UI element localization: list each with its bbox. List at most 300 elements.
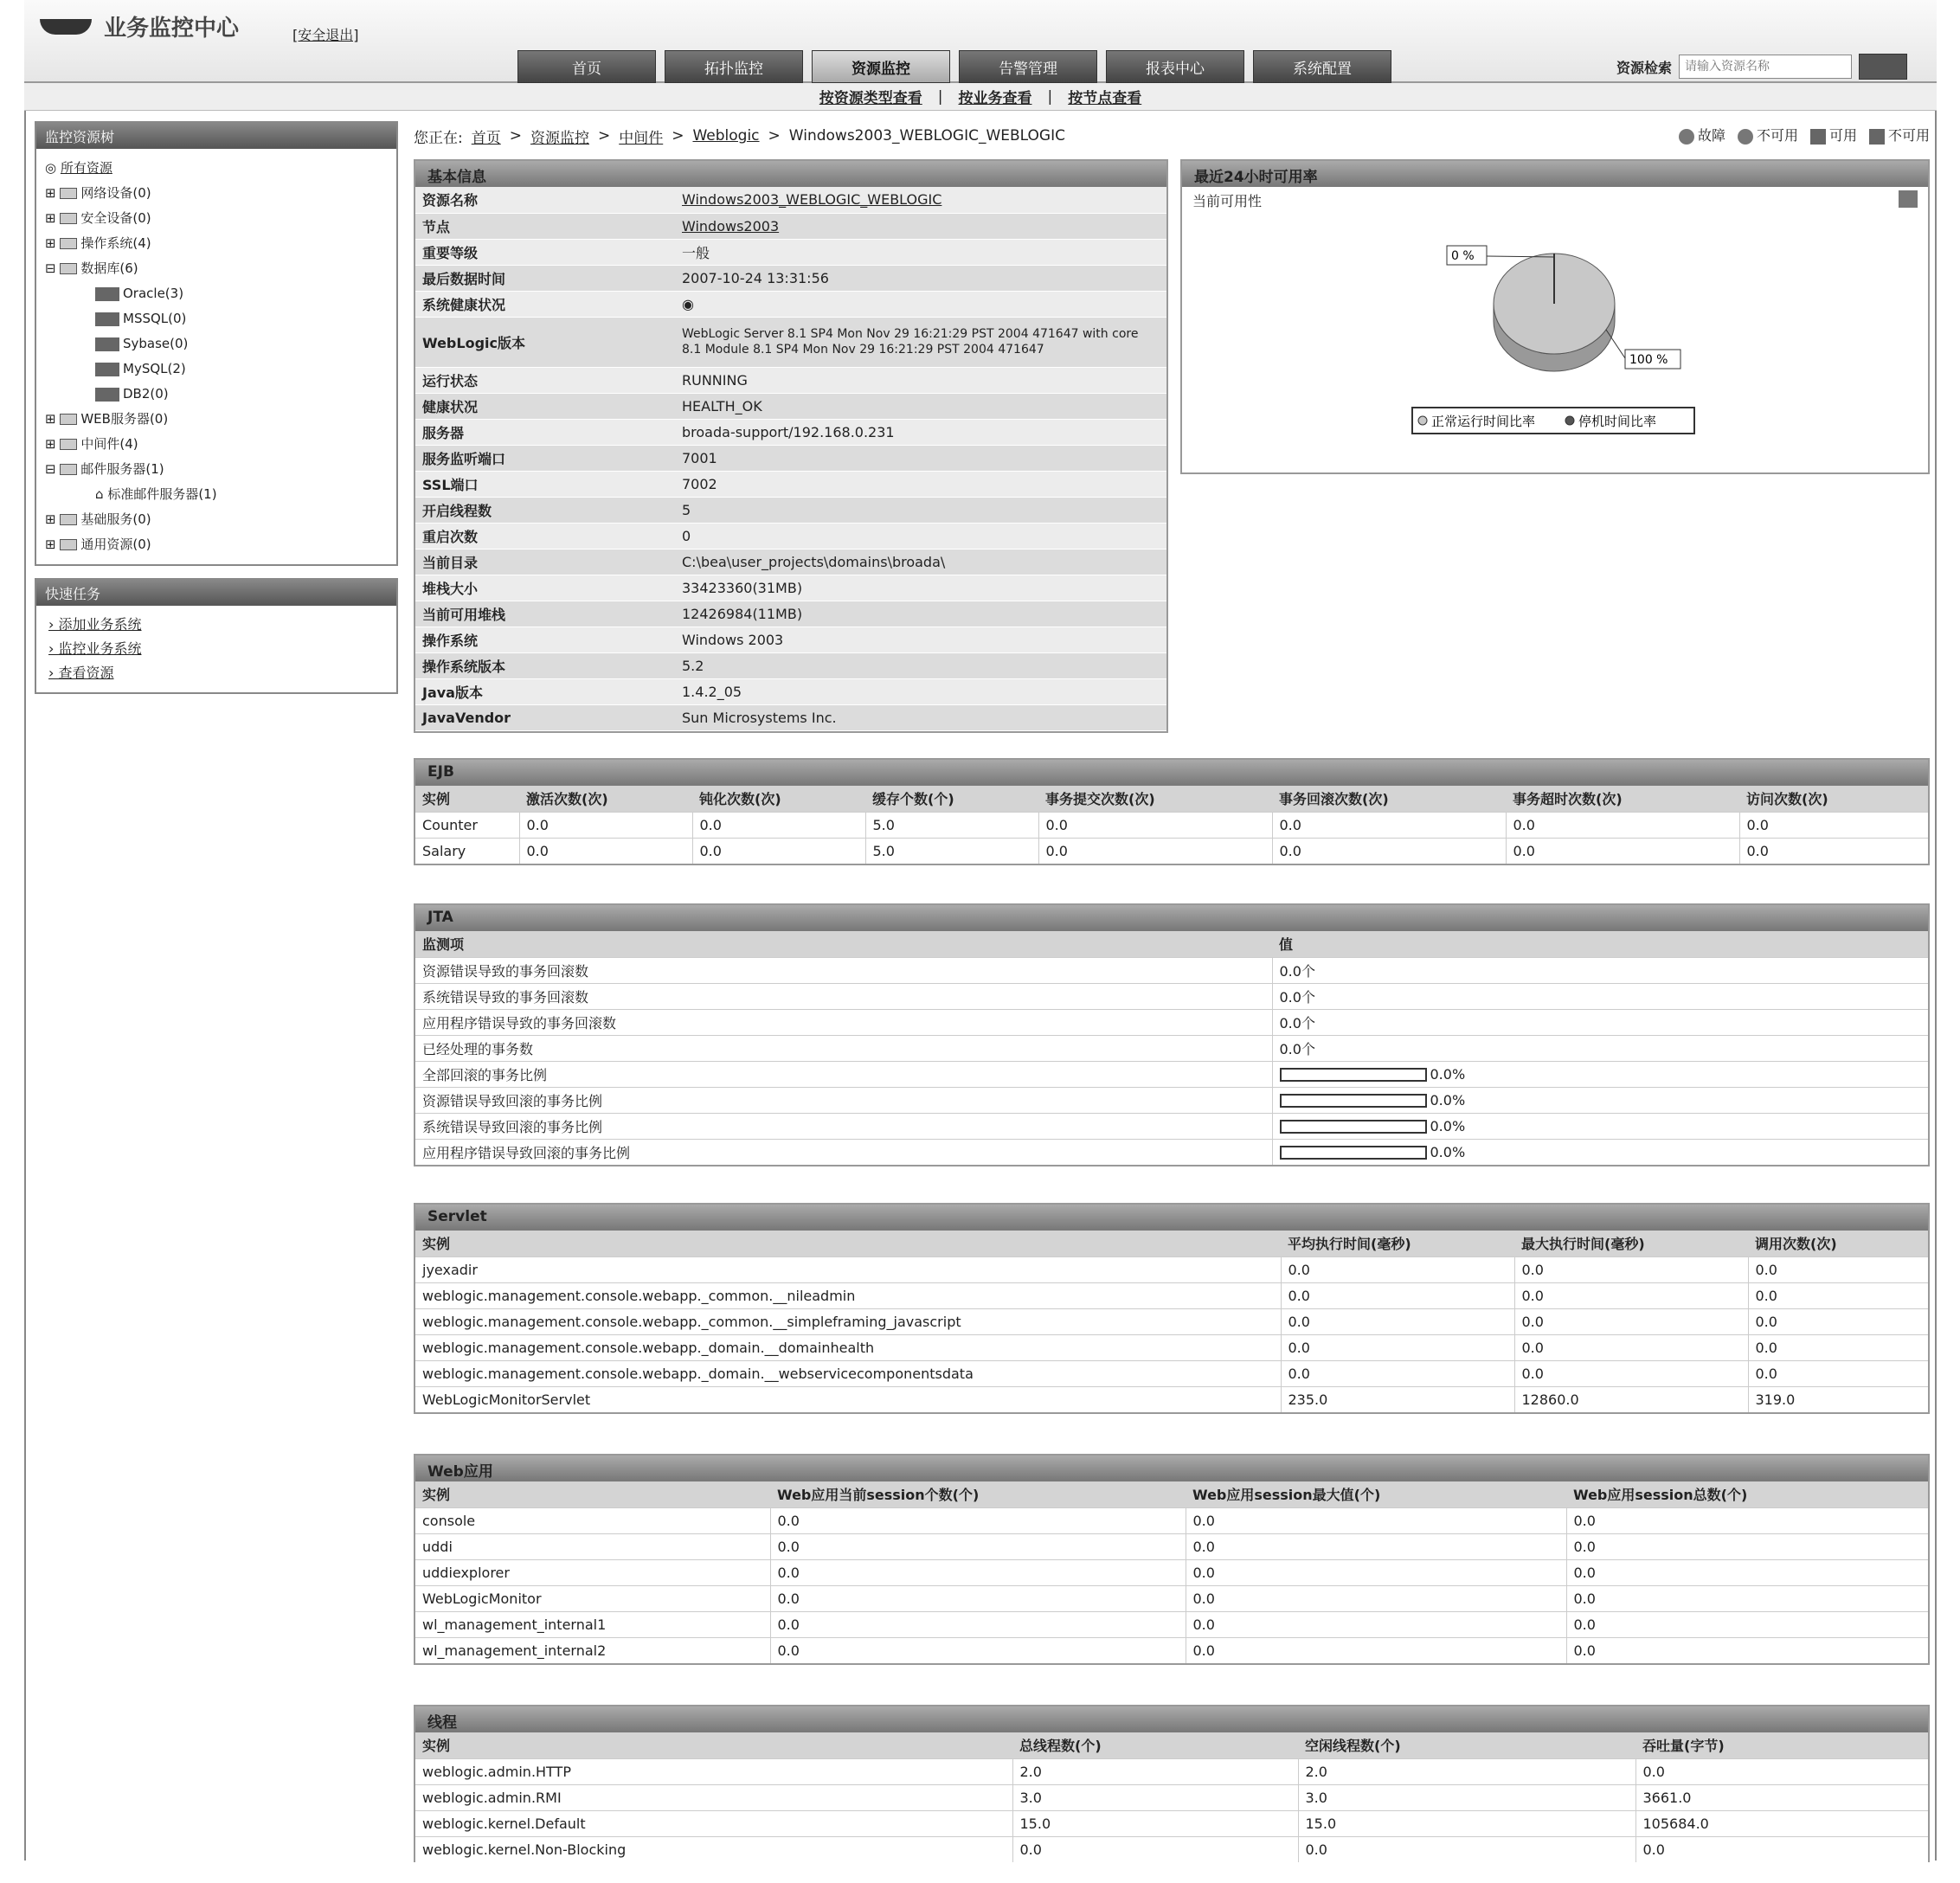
- folder-icon: [60, 414, 77, 425]
- tab-alarm[interactable]: 告警管理: [959, 50, 1097, 83]
- basic-info-table: [415, 187, 1166, 731]
- resource-tree: [36, 149, 396, 564]
- metric-value: 0.0个: [1272, 957, 1928, 983]
- table-row: [415, 1308, 1928, 1334]
- table-cell: 0.0: [1748, 1334, 1928, 1360]
- legend-label: 停机时间比率: [1578, 414, 1657, 429]
- table-cell: 0.0: [770, 1533, 1186, 1559]
- search-button[interactable]: [1859, 54, 1907, 80]
- tree-leaf[interactable]: Sybase(0): [45, 331, 388, 357]
- metric-bar-cell: [1272, 1061, 1928, 1087]
- column-header: 访问次数(次): [1739, 786, 1928, 812]
- table-cell: 0.0: [1566, 1637, 1928, 1663]
- info-key: 当前目录: [415, 549, 675, 575]
- table-cell: weblogic.kernel.Default: [415, 1810, 1012, 1836]
- table-row: [415, 1533, 1928, 1559]
- top-header: [24, 0, 1937, 83]
- table-cell: 3661.0: [1635, 1784, 1928, 1810]
- table-cell: 0.0: [692, 812, 865, 838]
- webapp-table: [415, 1481, 1928, 1663]
- info-row: [415, 497, 1166, 523]
- table-cell: 105684.0: [1635, 1810, 1928, 1836]
- table-cell: 0.0: [1739, 812, 1928, 838]
- basic-info-panel: [414, 159, 1168, 733]
- table-cell: weblogic.management.console.webapp._domain.__domainhealth: [415, 1334, 1281, 1360]
- progress-bar: [1280, 1146, 1427, 1160]
- table-cell: weblogic.management.console.webapp._common.__simpleframing_javascript: [415, 1308, 1281, 1334]
- availability-subheader: 当前可用性: [1182, 187, 1928, 213]
- tree-leaf[interactable]: ⌂ 标准邮件服务器(1): [95, 486, 217, 502]
- folder-icon: [60, 188, 77, 199]
- header-row: [415, 786, 1928, 812]
- table-cell: 0.0: [1566, 1533, 1928, 1559]
- crumb-weblogic[interactable]: Weblogic: [692, 127, 760, 145]
- info-row: [415, 601, 1166, 627]
- table-cell: 0.0: [1038, 838, 1272, 864]
- resource-tree-title: 监控资源树: [36, 123, 396, 149]
- breadcrumb: 您正在: 首页 > 资源监控 > 中间件 > Weblogic > Windows2003_WEBLOGIC_WEBLOGIC 故障 不可用 可用 不可用: [414, 121, 1930, 151]
- info-value: 0: [675, 523, 1166, 549]
- unavailable-square-icon: [1869, 129, 1885, 145]
- crumb-current: Windows2003_WEBLOGIC_WEBLOGIC: [788, 127, 1065, 145]
- sidebar: [35, 121, 398, 706]
- available-icon: [1810, 129, 1826, 145]
- quick-links: [36, 606, 396, 692]
- progress-bar: [1280, 1068, 1427, 1082]
- table-cell: 3.0: [1012, 1784, 1298, 1810]
- info-key: 资源名称: [415, 187, 675, 213]
- tree-leaf[interactable]: MSSQL(0): [45, 306, 388, 331]
- info-value: 33423360(31MB): [675, 575, 1166, 601]
- legend-marker: [1418, 416, 1427, 425]
- app-logo: [40, 10, 239, 42]
- jta-table: [415, 931, 1928, 1165]
- info-row: [415, 291, 1166, 317]
- table-cell: 235.0: [1281, 1386, 1514, 1412]
- info-row: [415, 704, 1166, 730]
- database-icon: [95, 312, 119, 326]
- table-cell: 0.0: [1186, 1559, 1566, 1585]
- header-row: [415, 1732, 1928, 1758]
- column-header: Web应用当前session个数(个): [770, 1481, 1186, 1507]
- table-cell: 0.0: [1186, 1611, 1566, 1637]
- table-row: [415, 1334, 1928, 1360]
- info-value: 1.4.2_05: [675, 678, 1166, 704]
- info-key: 服务器: [415, 419, 675, 445]
- table-cell: 0.0: [1566, 1585, 1928, 1611]
- table-cell: 0.0: [1566, 1559, 1928, 1585]
- table-cell: 0.0: [692, 838, 865, 864]
- table-cell: 0.0: [1186, 1507, 1566, 1533]
- info-value: Sun Microsystems Inc.: [675, 704, 1166, 730]
- table-cell: 5.0: [865, 812, 1038, 838]
- table-cell: 0.0: [1012, 1836, 1298, 1862]
- link-view-resource[interactable]: › 查看资源: [48, 665, 114, 681]
- table-row: [415, 1507, 1928, 1533]
- threads-panel: [414, 1705, 1930, 1862]
- table-cell: Salary: [415, 838, 519, 864]
- metric-name: 资源错误导致的事务回滚数: [415, 957, 1272, 983]
- metric-name: 已经处理的事务数: [415, 1035, 1272, 1061]
- tab-topology[interactable]: 拓扑监控: [665, 50, 803, 83]
- table-cell: 0.0: [770, 1585, 1186, 1611]
- subnav-by-type[interactable]: 按资源类型查看: [819, 90, 922, 107]
- folder-icon: [60, 464, 77, 475]
- column-header: 空闲线程数(个): [1298, 1732, 1635, 1758]
- info-value: 5: [675, 497, 1166, 523]
- table-row: [415, 1009, 1928, 1035]
- table-cell: 0.0: [770, 1611, 1186, 1637]
- table-cell: 0.0: [1272, 812, 1506, 838]
- info-value: 5.2: [675, 652, 1166, 678]
- tree-leaf[interactable]: MySQL(2): [45, 357, 388, 382]
- info-value-link[interactable]: Windows2003_WEBLOGIC_WEBLOGIC: [682, 191, 942, 209]
- tree-leaf[interactable]: Oracle(3): [45, 281, 388, 306]
- jta-panel: [414, 903, 1930, 1166]
- availability-title: 最近24小时可用率: [1182, 161, 1928, 187]
- servlet-table: [415, 1231, 1928, 1412]
- resource-tree-box: [35, 121, 398, 566]
- info-row: [415, 627, 1166, 652]
- metric-name: 系统错误导致的事务回滚数: [415, 983, 1272, 1009]
- header-row: [415, 1481, 1928, 1507]
- tree-node[interactable]: ⊞ 中间件(4): [45, 436, 138, 452]
- metric-value: 0.0个: [1272, 1009, 1928, 1035]
- subnav-sep: |: [937, 87, 943, 106]
- info-row: [415, 419, 1166, 445]
- table-cell: 5.0: [865, 838, 1038, 864]
- metric-name: 应用程序错误导致的事务回滚数: [415, 1009, 1272, 1035]
- table-row: [415, 1061, 1928, 1087]
- basic-info-title: 基本信息: [415, 161, 1166, 187]
- table-row: [415, 983, 1928, 1009]
- column-header: 吞吐量(字节): [1635, 1732, 1928, 1758]
- folder-icon: [60, 213, 77, 224]
- table-row: [415, 1113, 1928, 1139]
- info-value: [675, 187, 1166, 213]
- tree-node[interactable]: ⊞ 操作系统(4): [45, 235, 151, 251]
- table-cell: 0.0: [1748, 1308, 1928, 1334]
- table-cell: 0.0: [1281, 1308, 1514, 1334]
- table-cell: 0.0: [1298, 1836, 1635, 1862]
- info-key: 堆栈大小: [415, 575, 675, 601]
- table-cell: weblogic.admin.HTTP: [415, 1758, 1012, 1784]
- info-row: [415, 393, 1166, 419]
- tree-node[interactable]: ⊞ 基础服务(0): [45, 511, 151, 527]
- column-header: 实例: [415, 1481, 770, 1507]
- column-header: 实例: [415, 1231, 1281, 1256]
- info-value: 7002: [675, 471, 1166, 497]
- tree-node[interactable]: ⊞ 通用资源(0): [45, 537, 151, 552]
- table-cell: 0.0: [519, 812, 692, 838]
- table-cell: 0.0: [1514, 1308, 1748, 1334]
- column-header: 最大执行时间(毫秒): [1514, 1231, 1748, 1256]
- servlet-panel: [414, 1203, 1930, 1414]
- fault-icon: [1679, 129, 1694, 145]
- subnav-by-node[interactable]: 按节点查看: [1068, 90, 1142, 107]
- progress-bar: [1280, 1120, 1427, 1134]
- resource-search: [1616, 54, 1907, 80]
- subnav-by-business[interactable]: 按业务查看: [958, 90, 1032, 107]
- info-value: [675, 213, 1166, 239]
- info-row: [415, 445, 1166, 471]
- folder-icon: [60, 514, 77, 525]
- tab-config[interactable]: 系统配置: [1253, 50, 1391, 83]
- info-row: [415, 575, 1166, 601]
- folder-icon: [60, 263, 77, 274]
- table-cell: weblogic.management.console.webapp._common.__nileadmin: [415, 1282, 1281, 1308]
- table-cell: 0.0: [1038, 812, 1272, 838]
- main-tabs: [517, 50, 1391, 83]
- database-icon: [95, 363, 119, 376]
- info-key: 运行状态: [415, 367, 675, 393]
- legend-label: 正常运行时间比率: [1431, 414, 1536, 429]
- table-cell: 0.0: [1186, 1637, 1566, 1663]
- progress-value: 0.0%: [1430, 1117, 1466, 1134]
- tree-node[interactable]: ⊞ 网络设备(0): [45, 185, 151, 201]
- table-cell: 0.0: [519, 838, 692, 864]
- crumb-monitor[interactable]: 资源监控: [530, 129, 589, 147]
- metric-name: 全部回滚的事务比例: [415, 1061, 1272, 1087]
- tree-node[interactable]: ⊞ 安全设备(0): [45, 210, 151, 226]
- table-row: [415, 1386, 1928, 1412]
- info-row: [415, 367, 1166, 393]
- table-cell: 0.0: [1281, 1282, 1514, 1308]
- column-header: Web应用session总数(个): [1566, 1481, 1928, 1507]
- column-header: Web应用session最大值(个): [1186, 1481, 1566, 1507]
- table-row: [415, 1360, 1928, 1386]
- info-key: WebLogic版本: [415, 317, 675, 367]
- progress-value: 0.0%: [1430, 1065, 1466, 1083]
- info-key: 节点: [415, 213, 675, 239]
- table-cell: weblogic.management.console.webapp._domain.__webservicecomponentsdata: [415, 1360, 1281, 1386]
- table-cell: 12860.0: [1514, 1386, 1748, 1412]
- column-header: 值: [1272, 931, 1928, 957]
- info-key: 最后数据时间: [415, 265, 675, 291]
- ejb-title: EJB: [415, 760, 1928, 786]
- info-key: 系统健康状况: [415, 291, 675, 317]
- app-title: 业务监控中心: [104, 16, 240, 42]
- info-key: Java版本: [415, 678, 675, 704]
- table-cell: 0.0: [1739, 838, 1928, 864]
- table-cell: 0.0: [1635, 1836, 1928, 1862]
- table-row: [415, 1836, 1928, 1862]
- leader-line: [1606, 330, 1625, 358]
- data-label: 0 %: [1451, 249, 1475, 263]
- info-value: 7001: [675, 445, 1166, 471]
- column-header: 激活次数(次): [519, 786, 692, 812]
- threads-title: 线程: [415, 1706, 1928, 1732]
- tree-node[interactable]: ⊟ 数据库(6): [45, 260, 138, 276]
- info-row: [415, 239, 1166, 265]
- table-cell: 0.0: [1514, 1334, 1748, 1360]
- table-cell: 2.0: [1298, 1758, 1635, 1784]
- header-row: [415, 931, 1928, 957]
- info-key: 操作系统: [415, 627, 675, 652]
- tree-node[interactable]: ⊞ WEB服务器(0): [45, 411, 169, 427]
- info-key: 重启次数: [415, 523, 675, 549]
- info-row: [415, 317, 1166, 367]
- table-cell: jyexadir: [415, 1256, 1281, 1282]
- info-value-link[interactable]: Windows2003: [682, 217, 780, 235]
- quick-task-title: 快速任务: [36, 580, 396, 606]
- logout-link[interactable]: [安全退出]: [292, 27, 359, 43]
- folder-icon: [60, 439, 77, 450]
- column-header: 事务回滚次数(次): [1272, 786, 1506, 812]
- jta-title: JTA: [415, 905, 1928, 931]
- table-row: [415, 1758, 1928, 1784]
- table-cell: uddiexplorer: [415, 1559, 770, 1585]
- tree-leaf[interactable]: DB2(0): [45, 382, 388, 407]
- database-icon: [95, 337, 119, 351]
- table-cell: 0.0: [1506, 838, 1739, 864]
- logo-icon: [40, 19, 92, 35]
- table-cell: wl_management_internal1: [415, 1611, 770, 1637]
- table-row: [415, 1585, 1928, 1611]
- table-cell: 0.0: [1186, 1585, 1566, 1611]
- table-cell: 0.0: [1281, 1256, 1514, 1282]
- column-header: 实例: [415, 786, 519, 812]
- table-cell: 0.0: [770, 1559, 1186, 1585]
- link-monitor-business[interactable]: › 监控业务系统: [48, 640, 142, 657]
- info-value: 2007-10-24 13:31:56: [675, 265, 1166, 291]
- table-cell: 0.0: [1748, 1256, 1928, 1282]
- metric-value: 0.0个: [1272, 983, 1928, 1009]
- data-label: 100 %: [1629, 353, 1668, 367]
- metric-bar-cell: [1272, 1087, 1928, 1113]
- table-row: [415, 1087, 1928, 1113]
- tab-report[interactable]: 报表中心: [1106, 50, 1244, 83]
- table-cell: console: [415, 1507, 770, 1533]
- table-row: [415, 838, 1928, 864]
- table-cell: 0.0: [1514, 1360, 1748, 1386]
- table-cell: 0.0: [1272, 838, 1506, 864]
- threads-table: [415, 1732, 1928, 1862]
- globe-icon: ◎: [45, 160, 57, 176]
- table-row: [415, 1282, 1928, 1308]
- table-cell: 319.0: [1748, 1386, 1928, 1412]
- info-row: [415, 471, 1166, 497]
- table-cell: 0.0: [1566, 1507, 1928, 1533]
- metric-bar-cell: [1272, 1113, 1928, 1139]
- table-cell: weblogic.kernel.Non-Blocking: [415, 1836, 1012, 1862]
- ejb-table: [415, 786, 1928, 864]
- info-key: 重要等级: [415, 239, 675, 265]
- table-row: [415, 1139, 1928, 1165]
- search-input[interactable]: [1679, 55, 1852, 79]
- info-key: JavaVendor: [415, 704, 675, 730]
- info-value: broada-support/192.168.0.231: [675, 419, 1166, 445]
- sub-nav: [24, 83, 1937, 111]
- info-value: ◉: [675, 291, 1166, 317]
- table-cell: 0.0: [1186, 1533, 1566, 1559]
- crumb-home[interactable]: 首页: [471, 129, 501, 147]
- table-row: [415, 1559, 1928, 1585]
- metric-bar-cell: [1272, 1139, 1928, 1165]
- metric-name: 系统错误导致回滚的事务比例: [415, 1113, 1272, 1139]
- info-value: C:\bea\user_projects\domains\broada\: [675, 549, 1166, 575]
- info-key: 健康状况: [415, 393, 675, 419]
- status-legend: 故障 不可用 可用 不可用: [1679, 125, 1930, 145]
- progress-value: 0.0%: [1430, 1091, 1466, 1109]
- table-cell: 0.0: [1514, 1282, 1748, 1308]
- table-row: [415, 957, 1928, 983]
- table-row: [415, 1784, 1928, 1810]
- table-cell: 0.0: [1506, 812, 1739, 838]
- info-value: HEALTH_OK: [675, 393, 1166, 419]
- column-header: 缓存个数(个): [865, 786, 1038, 812]
- column-header: 调用次数(次): [1748, 1231, 1928, 1256]
- table-cell: 15.0: [1012, 1810, 1298, 1836]
- mail-server-icon: ⌂: [95, 486, 104, 502]
- info-value: WebLogic Server 8.1 SP4 Mon Nov 29 16:21:29 PST 2004 471647 with core 8.1 Module 8.1 SP4 Mon Nov 29 16:21:29 PST 2004 471647: [675, 317, 1166, 367]
- table-cell: 0.0: [1566, 1611, 1928, 1637]
- column-header: 事务提交次数(次): [1038, 786, 1272, 812]
- table-cell: 15.0: [1298, 1810, 1635, 1836]
- tree-node[interactable]: ⊟ 邮件服务器(1): [45, 461, 164, 477]
- metric-value: 0.0个: [1272, 1035, 1928, 1061]
- table-cell: 2.0: [1012, 1758, 1298, 1784]
- info-value: Windows 2003: [675, 627, 1166, 652]
- quick-task-box: [35, 578, 398, 694]
- database-icon: [95, 388, 119, 402]
- search-label: 资源检索: [1616, 59, 1672, 76]
- subnav-sep: |: [1047, 87, 1053, 106]
- info-value: RUNNING: [675, 367, 1166, 393]
- folder-icon: [60, 238, 77, 249]
- progress-bar: [1280, 1094, 1427, 1108]
- column-header: 实例: [415, 1732, 1012, 1758]
- export-icon[interactable]: [1899, 190, 1918, 208]
- column-header: 总线程数(个): [1012, 1732, 1298, 1758]
- webapp-title: Web应用: [415, 1456, 1928, 1481]
- table-cell: 0.0: [770, 1637, 1186, 1663]
- table-cell: 0.0: [1281, 1360, 1514, 1386]
- crumb-middleware[interactable]: 中间件: [619, 129, 664, 147]
- tab-home[interactable]: 首页: [517, 50, 656, 83]
- servlet-title: Servlet: [415, 1205, 1928, 1231]
- legend-marker: [1565, 416, 1574, 425]
- table-cell: Counter: [415, 812, 519, 838]
- info-row: [415, 187, 1166, 213]
- info-row: [415, 523, 1166, 549]
- pie-chart: [1182, 213, 1928, 472]
- info-value: 12426984(11MB): [675, 601, 1166, 627]
- info-key: SSL端口: [415, 471, 675, 497]
- table-cell: weblogic.admin.RMI: [415, 1784, 1012, 1810]
- metric-name: 资源错误导致回滚的事务比例: [415, 1087, 1272, 1113]
- info-value: 一般: [675, 239, 1166, 265]
- info-row: [415, 652, 1166, 678]
- webapp-panel: [414, 1454, 1930, 1665]
- table-row: [415, 812, 1928, 838]
- link-add-business[interactable]: › 添加业务系统: [48, 616, 142, 633]
- availability-panel: [1180, 159, 1930, 474]
- table-cell: 0.0: [1281, 1334, 1514, 1360]
- column-header: 监测项: [415, 931, 1272, 957]
- tree-root[interactable]: ◎ 所有资源: [45, 160, 112, 176]
- database-icon: [95, 287, 119, 301]
- info-key: 操作系统版本: [415, 652, 675, 678]
- ejb-panel: [414, 758, 1930, 865]
- info-key: 服务监听端口: [415, 445, 675, 471]
- tab-resource-monitor[interactable]: 资源监控: [812, 50, 950, 83]
- column-header: 事务超时次数(次): [1506, 786, 1739, 812]
- info-row: [415, 678, 1166, 704]
- info-key: 开启线程数: [415, 497, 675, 523]
- table-row: [415, 1810, 1928, 1836]
- column-header: 平均执行时间(毫秒): [1281, 1231, 1514, 1256]
